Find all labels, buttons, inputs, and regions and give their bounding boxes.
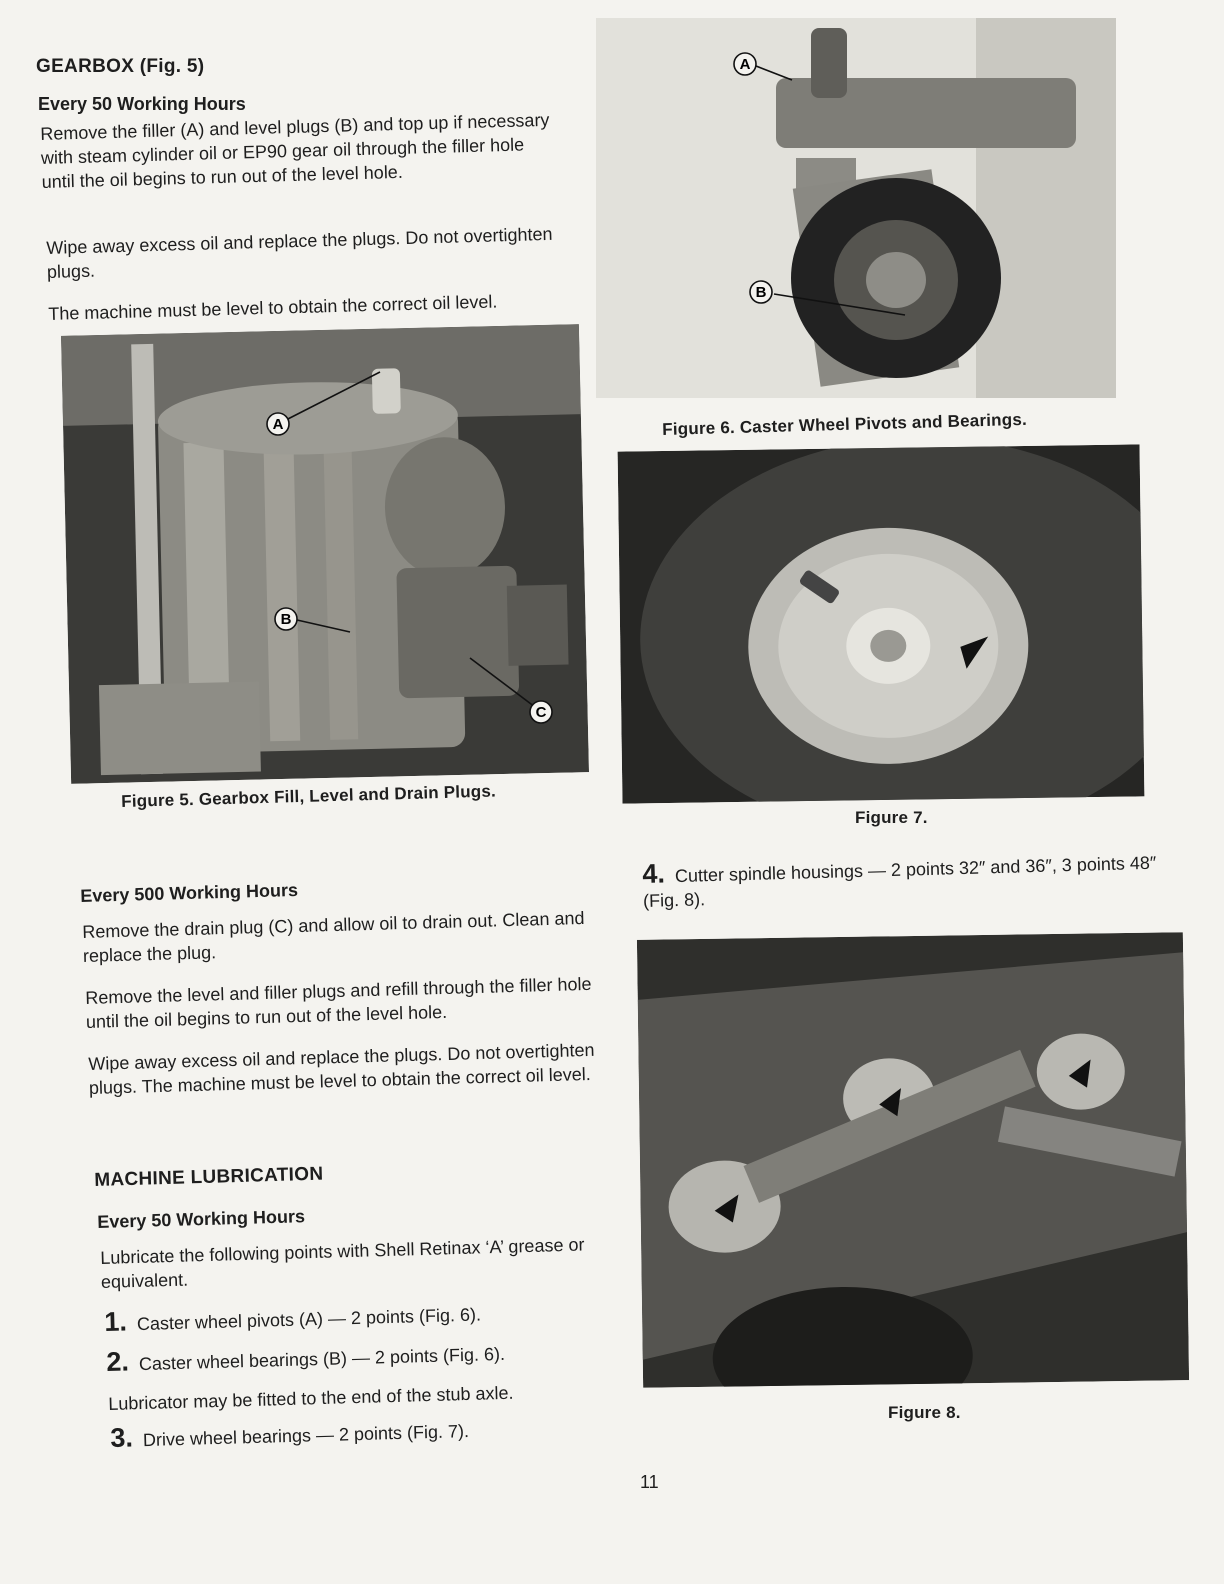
figure-6-callouts (730, 50, 930, 330)
gearbox-heading: GEARBOX (Fig. 5) (36, 56, 205, 77)
svg-text:B: B (755, 284, 767, 301)
figure-7-photo (618, 444, 1145, 803)
every-500-paragraph-2: Remove the level and filler plugs and refill through the filler hole until the oil begins to run out of the level hole. (85, 973, 592, 1032)
list-item-note: Lubricator may be fitted to the end of the stub axle. (108, 1382, 514, 1414)
list-item-number: 4. (641, 858, 666, 889)
figure-6-caption: Figure 6. Caster Wheel Pivots and Bearings. (662, 409, 1028, 439)
figure-7-caption: Figure 7. (855, 808, 928, 827)
list-item-number: 1. (103, 1306, 128, 1337)
figure-5-callouts (260, 360, 580, 740)
lubrication-intro: Lubricate the following points with Shell Retinax ‘A’ grease or equivalent. (100, 1234, 585, 1292)
every-500-paragraph-1: Remove the drain plug (C) and allow oil to drain out. Clean and replace the plug. (82, 907, 585, 966)
gearbox-paragraph-2: Wipe away excess oil and replace the plugs. Do not overtighten plugs. (46, 223, 553, 282)
svg-text:A: A (739, 56, 751, 73)
machine-lubrication-heading: MACHINE LUBRICATION (94, 1163, 324, 1191)
callout-a-fig5 (267, 413, 289, 435)
figure-8-caption: Figure 8. (888, 1403, 961, 1422)
svg-text:B: B (280, 611, 292, 628)
gearbox-paragraph-3: The machine must be level to obtain the correct oil level. (48, 291, 498, 324)
every-50-hours-heading: Every 50 Working Hours (38, 94, 246, 114)
list-item-number: 3. (109, 1422, 134, 1453)
every-50-hours-lubrication-heading: Every 50 Working Hours (97, 1206, 306, 1232)
gearbox-paragraph-1: Remove the filler (A) and level plugs (B) and top up if necessary with steam cylinder oil or EP90 gear oil through the filler hole until the oil begins to run out of the level hole. (40, 109, 550, 192)
callout-b-fig5 (275, 608, 297, 630)
list-item-number: 2. (105, 1346, 130, 1377)
callout-c-fig5 (530, 701, 552, 723)
list-item (106, 1339, 505, 1377)
every-500-paragraph-3: Wipe away excess oil and replace the plugs. Do not overtighten plugs. The machine must be level to obtain the correct oil level. (88, 1039, 595, 1098)
list-item-text: Caster wheel pivots (A) — 2 points (Fig. 6). (136, 1304, 482, 1335)
figure-5-caption: Figure 5. Gearbox Fill, Level and Drain Plugs. (121, 781, 497, 811)
svg-text:A: A (272, 416, 284, 433)
list-item (104, 1299, 481, 1337)
list-item (642, 847, 1163, 912)
figure-8-photo (637, 932, 1189, 1388)
svg-text:C: C (535, 704, 547, 721)
list-item-text: Drive wheel bearings — 2 points (Fig. 7). (142, 1420, 470, 1451)
callout-b-fig6 (750, 281, 772, 303)
page-number: 11 (640, 1472, 659, 1492)
every-500-hours-heading: Every 500 Working Hours (80, 879, 299, 906)
list-item (110, 1416, 469, 1453)
list-item-text: Cutter spindle housings — 2 points 32″ and 36″, 3 points 48″ (Fig. 8). (642, 852, 1157, 911)
list-item-text: Caster wheel bearings (B) — 2 points (Fig. 6). (138, 1343, 506, 1375)
callout-a-fig6 (734, 53, 756, 75)
